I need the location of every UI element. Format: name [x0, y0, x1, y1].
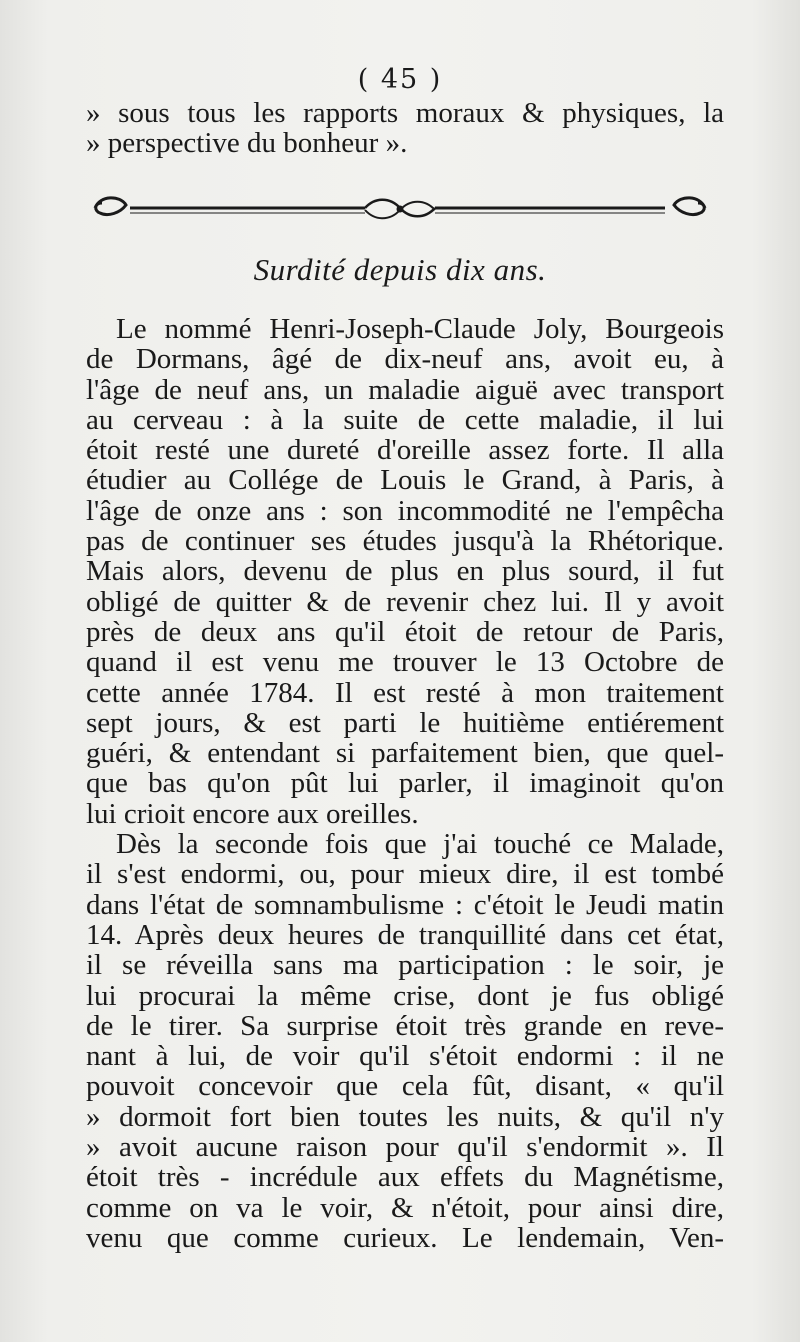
text-line: cette année 1784. Il est resté à mon traitement: [86, 677, 724, 708]
text-line: l'âge de onze ans : son incommodité ne l'empêcha: [86, 495, 724, 527]
text-line: de Dormans, âgé de dix-neuf ans, avoit eu, à: [86, 344, 724, 375]
text-line: dans l'état de somnambulisme : c'étoit le Jeudi matin: [86, 889, 724, 920]
text-line: 14. Après deux heures de tranquillité dans cet état,: [86, 919, 724, 951]
continued-text: [86, 98, 724, 159]
text-line: sept jours, & est parti le huitième entiérement: [86, 707, 724, 739]
text-line: il s'est endormi, ou, pour mieux dire, il est tombé: [86, 859, 724, 890]
text-line: pas de continuer ses études jusqu'à la Rhétorique.: [86, 526, 724, 557]
text-line: Mais alors, devenu de plus en plus sourd, il fut: [86, 556, 724, 587]
text-line: que bas qu'on pût lui parler, il imaginoit qu'on: [86, 768, 724, 799]
text-line: étoit resté une dureté d'oreille assez forte. Il alla: [86, 435, 724, 466]
section-title: Surdité depuis dix ans.: [253, 252, 547, 287]
text-line: étudier au Collége de Louis le Grand, à Paris, à: [86, 465, 724, 496]
text-line: étoit très - incrédule aux effets du Magnétisme,: [86, 1162, 724, 1193]
text-line: Le nommé Henri-Joseph-Claude Joly, Bourgeois: [116, 314, 724, 345]
text-line: venu que comme curieux. Le lendemain, Ven-: [86, 1222, 724, 1254]
text-line: lui procurai la même crise, dont je fus obligé: [86, 980, 724, 1011]
text-line: » avoit aucune raison pour qu'il s'endormit ». Il: [86, 1132, 724, 1163]
text-line: de le tirer. Sa surprise étoit très grande en reve-: [86, 1010, 724, 1042]
text-line: guéri, & entendant si parfaitement bien, que quel-: [86, 738, 724, 769]
text-line: » sous tous les rapports moraux & physiques, la: [86, 98, 724, 129]
text-line: nant à lui, de voir qu'il s'étoit endormi : il ne: [86, 1041, 724, 1072]
text-line: » perspective du bonheur ».: [86, 128, 408, 159]
text-line: obligé de quitter & de revenir chez lui. Il y avoit: [86, 586, 724, 617]
page-number: ( 45 ): [357, 64, 443, 95]
body-text: [86, 314, 724, 1253]
text-line: Dès la seconde fois que j'ai touché ce Malade,: [116, 829, 724, 860]
decorative-rule-ornament: [90, 193, 710, 223]
text-line: pouvoit concevoir que cela fût, disant, « qu'il: [86, 1071, 724, 1102]
text-line: lui crioit encore aux oreilles.: [86, 798, 419, 830]
text-line: l'âge de neuf ans, un maladie aiguë avec transport: [86, 374, 724, 405]
text-line: il se réveilla sans ma participation : le soir, je: [86, 950, 724, 981]
text-line: près de deux ans qu'il étoit de retour de Paris,: [86, 616, 724, 648]
text-line: au cerveau : à la suite de cette maladie, il lui: [86, 404, 724, 436]
text-line: quand il est venu me trouver le 13 Octobre de: [86, 647, 724, 678]
text-line: » dormoit fort bien toutes les nuits, & qu'il n'y: [86, 1101, 724, 1133]
text-line: comme on va le voir, & n'étoit, pour ainsi dire,: [86, 1192, 724, 1223]
